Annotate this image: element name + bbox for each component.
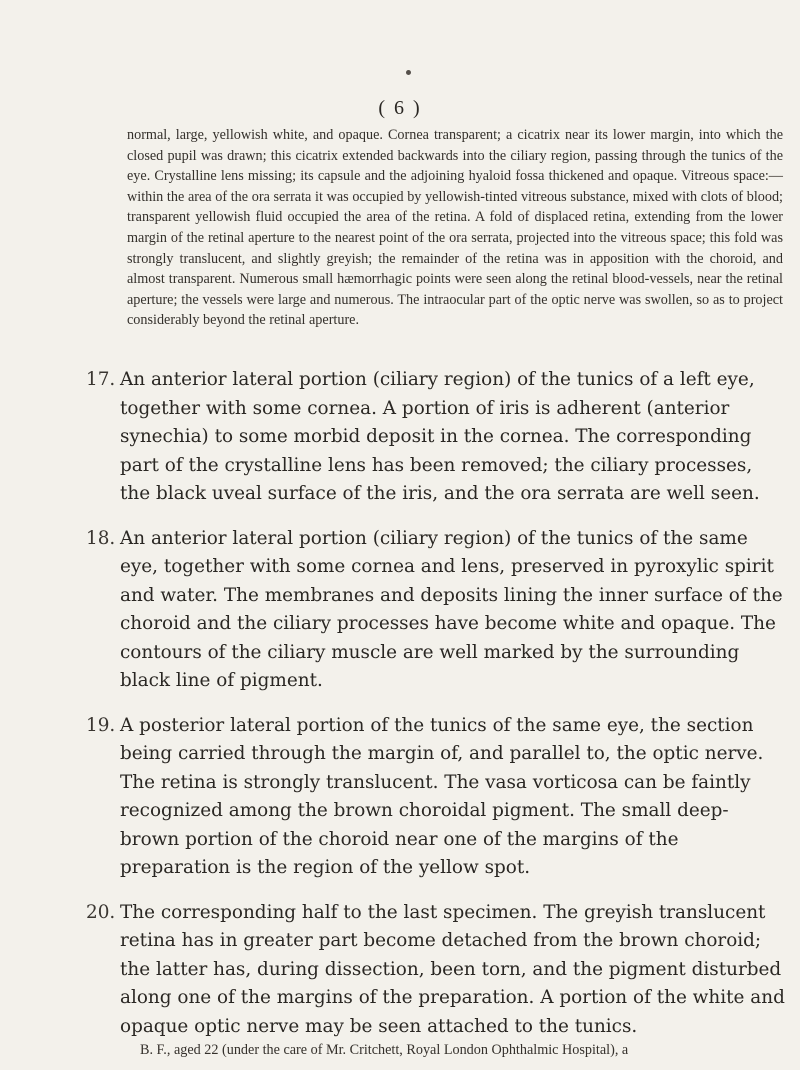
entry-number: 19. xyxy=(86,714,116,736)
entry-number: 18. xyxy=(86,527,116,549)
entry-text: An anterior lateral portion (ciliary region) of the tunics of the same eye, together with some cornea and lens, preserved in pyroxylic spirit and water. The membranes and deposits lining the inner surface of the choroid and the ciliary processes have become white and opaque. The contours of the ciliary muscle are well marked by the surrounding black line of pigment. xyxy=(120,527,783,691)
specimen-entries xyxy=(86,366,786,1057)
entry-number: 20. xyxy=(86,901,116,923)
entry-number: 17. xyxy=(86,369,116,390)
specimen-entry xyxy=(86,525,786,696)
entry-text: The corresponding half to the last specimen. The greyish translucent retina has in greater part become detached from the brown choroid; the latter has, during dissection, been torn, and the pigment disturbed along one of the margins of the preparation. A portion of the white and opaque optic nerve may be seen attached to the tunics. xyxy=(120,901,785,1037)
intro-paragraph: normal, large, yellowish white, and opaque. Cornea transparent; a cicatrix near its lower margin, into which the closed pupil was drawn; this cicatrix extended backwards into the ciliary region, passing through the tunics of the eye. Crystalline lens missing; its capsule and the adjoining hyaloid fossa thickened and opaque. Vitreous space:—within the area of the ora serrata it was occupied by yellowish-tinted vitreous substance, mixed with clots of blood; transparent yellowish fluid occupied the area of the retina. A fold of displaced retina, extending from the lower margin of the retinal aperture to the nearest point of the ora serrata, projected into the vitreous space; this fold was strongly translucent, and slightly greyish; the remainder of the retina was in apposition with the choroid, and almost transparent. Numerous small hæmorrhagic points were seen along the retinal blood-vessels, near the retinal aperture; the vessels were large and numerous. The intraocular part of the optic nerve was swollen, so as to project considerably beyond the retinal aperture. xyxy=(127,127,783,329)
page-number: ( 6 ) xyxy=(378,97,422,119)
specimen-entry xyxy=(86,899,786,1042)
footnote-line: B. F., aged 22 (under the care of Mr. Critchett, Royal London Ophthalmic Hospital), a xyxy=(140,1042,629,1058)
entry-text: An anterior lateral portion (ciliary region) of the tunics of a left eye, together with some cornea. A portion of iris is adherent (anterior synechia) to some morbid deposit in the cornea. The corresponding part of the crystalline lens has been removed; the ciliary processes, the black uveal surface of the iris, and the ora serrata are well seen. xyxy=(120,369,760,504)
ink-speck xyxy=(406,70,411,75)
specimen-entry xyxy=(86,366,786,509)
specimen-entry xyxy=(86,712,786,883)
entry-text: A posterior lateral portion of the tunics of the same eye, the section being carried through the margin of, and parallel to, the optic nerve. The retina is strongly translucent. The vasa vorticosa can be faintly recognized among the brown choroidal pigment. The small deep-brown portion of the choroid near one of the margins of the preparation is the region of the yellow spot. xyxy=(120,714,764,878)
